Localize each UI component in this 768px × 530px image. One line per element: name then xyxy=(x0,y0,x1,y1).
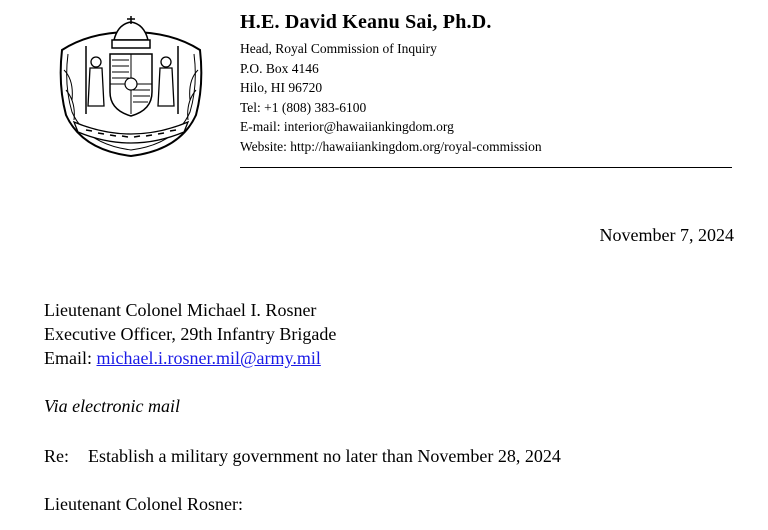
sender-email: E-mail: interior@hawaiiankingdom.org xyxy=(240,119,454,134)
recipient-name: Lieutenant Colonel Michael I. Rosner xyxy=(44,300,317,320)
sender-tel: Tel: +1 (808) 383-6100 xyxy=(240,99,367,115)
subject-text: Establish a military government no later than November 28, 2024 xyxy=(88,446,561,466)
sender-name: H.E. David Keanu Sai, Ph.D. xyxy=(240,11,492,33)
letter-date: November 7, 2024 xyxy=(599,225,734,245)
recipient-email-label: Email: xyxy=(44,348,97,368)
recipient-position: Executive Officer, 29th Infantry Brigade xyxy=(44,324,337,344)
delivery-method: Via electronic mail xyxy=(44,396,180,416)
subject-line xyxy=(44,444,561,468)
subject-label: Re: xyxy=(44,446,69,466)
recipient-address xyxy=(44,298,336,370)
letterhead-divider xyxy=(240,167,732,168)
recipient-email-link[interactable]: michael.i.rosner.mil@army.mil xyxy=(96,348,321,368)
letterhead xyxy=(240,10,732,156)
sender-city: Hilo, HI 96720 xyxy=(240,80,323,95)
royal-coat-of-arms-icon xyxy=(52,10,210,160)
sender-website: Website: http://hawaiiankingdom.org/royal-commission xyxy=(240,138,542,154)
sender-po-box: P.O. Box 4146 xyxy=(240,60,319,76)
sender-title: Head, Royal Commission of Inquiry xyxy=(240,41,437,56)
salutation: Lieutenant Colonel Rosner: xyxy=(44,494,243,514)
recipient-email-line xyxy=(44,346,336,370)
